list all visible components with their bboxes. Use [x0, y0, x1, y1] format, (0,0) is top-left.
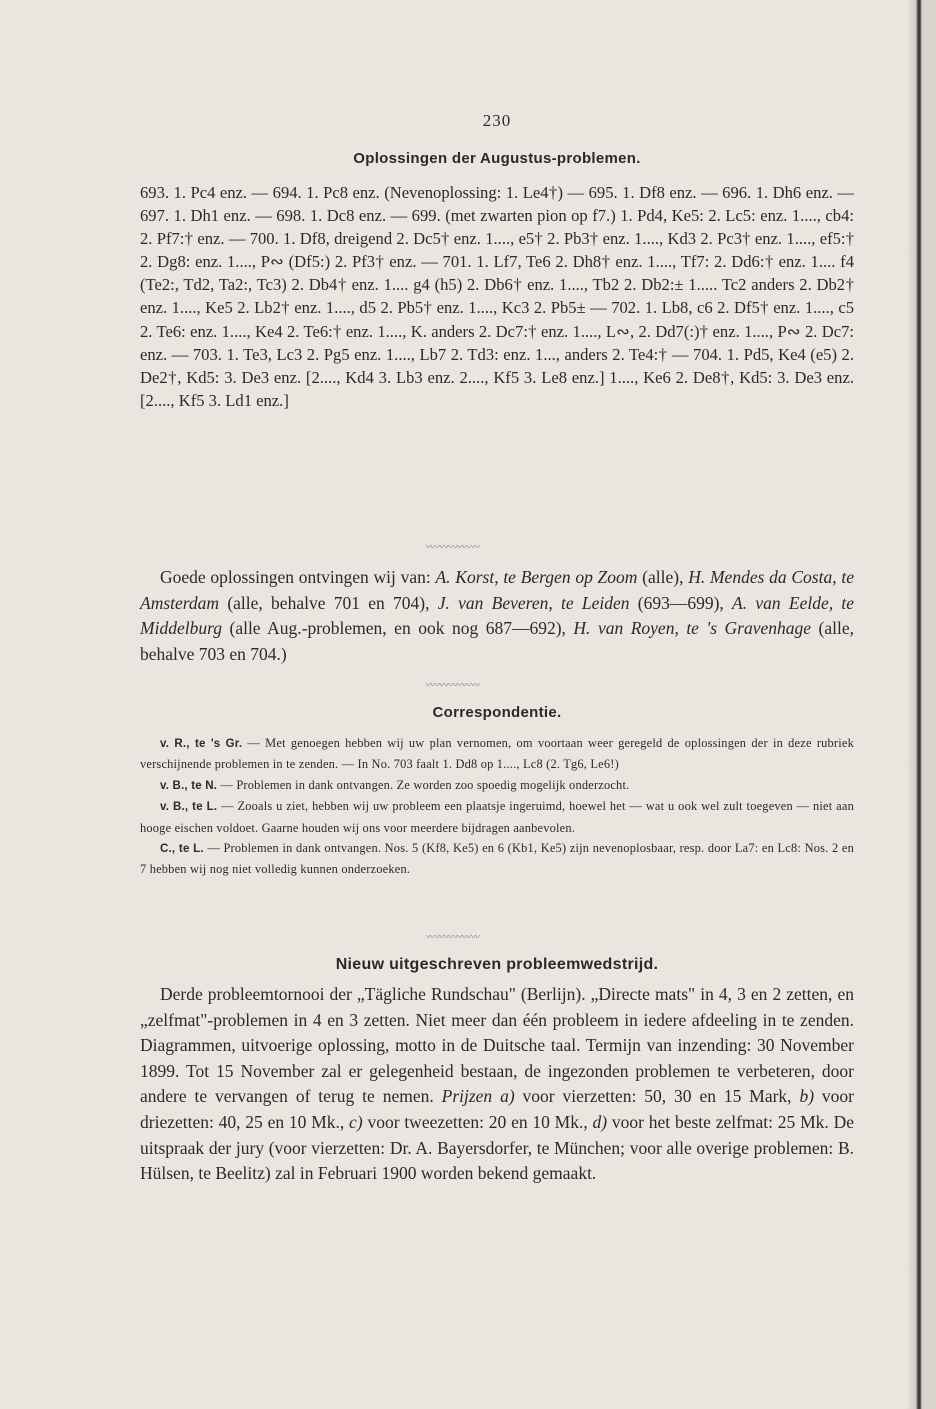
correspondence-entry	[140, 775, 854, 796]
page-number: 230	[482, 111, 512, 130]
solutions-text	[140, 181, 854, 412]
correct-solvers-paragraph	[140, 565, 854, 667]
solver-detail: (alle, behalve 701 en 704),	[219, 592, 438, 613]
correspondent: v. R., te 's Gr.	[160, 738, 243, 750]
ornament-separator: 〰〰〰〰〰〰	[425, 680, 480, 686]
prize-label: c)	[349, 1111, 363, 1132]
solutions-heading: Oplossingen der Augustus-problemen.	[353, 150, 641, 167]
correspondence-message: — Met genoegen hebben wij uw plan vernomen, om voortaan weer geregeld de oplossingen der in deze rubriek verschijnende problemen in te zenden. — In No. 703 faalt 1. Dd8 op 1...., Lc8 (2. Tg6, Le6!)	[140, 736, 855, 772]
correspondent: v. B., te N.	[160, 779, 218, 792]
book-spine-edge	[906, 0, 936, 1409]
prizes-label: Prijzen a)	[441, 1086, 515, 1107]
prize-detail: voor het beste zelfmat: 25 Mk. De uitspraak der jury (voor vierzetten: Dr. A. Bayersdorfer, te München; voor alle overige problemen: B. Hülsen, te Beelitz) zal in Februari 1900 worden bekend gemaakt.	[140, 1111, 854, 1184]
competition-paragraph	[140, 982, 854, 1187]
ornament-separator: 〰〰〰〰〰〰	[425, 542, 480, 548]
solver-name: H. Mendes da Costa, te Amsterdam	[140, 567, 854, 613]
solver-detail: (alle Aug.-problemen, en ook nog 687—692),	[221, 618, 574, 638]
prize-detail: voor driezetten: 40, 25 en 10 Mk.,	[140, 1086, 854, 1132]
competition-heading: Nieuw uitgeschreven probleemwedstrijd.	[335, 956, 659, 973]
correspondence-message: — Problemen in dank ontvangen. Nos. 5 (Kf8, Ke5) en 6 (Kb1, Ke5) zijn nevenoplosbaar, resp. door La7: en Lc8: Nos. 2 en 7 hebben wij nog niet volledig kunnen onderzoeken.	[140, 841, 854, 877]
competition-text	[140, 982, 854, 1187]
solver-name: J. van Beveren, te Leiden	[437, 592, 630, 613]
correspondence-message: — Zooals u ziet, hebben wij uw probleem een plaatsje ingeruimd, hoewel het — wat u ook wel zult toegeven — niet aan hooge eischen voldoet. Gaarne houden wij ons voor meerdere bijdragen aanbevolen.	[140, 799, 854, 835]
correspondence-entry	[140, 796, 854, 838]
solver-name: A. Korst, te Bergen op Zoom	[435, 567, 638, 587]
ornament-separator: 〰〰〰〰〰〰	[425, 932, 480, 938]
solver-detail: (alle),	[637, 567, 689, 587]
correspondence-heading: Correspondentie.	[432, 704, 562, 721]
correspondent: v. B., te L.	[160, 801, 218, 814]
correspondent: C., te L.	[160, 843, 204, 856]
prize-label: b)	[799, 1086, 815, 1107]
solver-name: A. van Eelde, te Middelburg	[140, 592, 854, 638]
correspondence-message: — Problemen in dank ontvangen. Ze worden zoo spoedig mogelijk onderzocht.	[217, 777, 630, 792]
prize-detail: voor tweezetten: 20 en 10 Mk.,	[362, 1111, 593, 1132]
solver-detail: (693—699),	[629, 592, 733, 613]
correspondence-entry	[140, 733, 854, 775]
solver-detail: (alle, behalve 703 en 704.)	[140, 618, 854, 664]
correct-solvers-text	[140, 565, 854, 667]
competition-intro: Derde probleemtornooi der „Tägliche Rundschau" (Berlijn). „Directe mats" in 4, 3 en 2 zetten, en „zelfmat"-problemen in 4 en 3 zetten. Niet meer dan één probleem in iedere afdeeling in te zenden. Diagrammen, uitvoerige oplossing, motto in de Duitsche taal. Termijn van inzending: 30 November 1899. Tot 15 November zal er gelegenheid bestaan, de ingezonden problemen te verbeteren, door andere te vervangen of terug te nemen.	[140, 984, 854, 1107]
prize-detail: voor vierzetten: 50, 30 en 15 Mark,	[514, 1086, 800, 1107]
prize-label: d)	[592, 1111, 608, 1132]
correspondence-entry	[140, 838, 854, 880]
solutions-paragraph: 693. 1. Pc4 enz. — 694. 1. Pc8 enz. (Nevenoplossing: 1. Le4†) — 695. 1. Df8 enz. — 696. 1. Dh6 enz. — 697. 1. Dh1 enz. — 698. 1. Dc8 enz. — 699. (met zwarten pion op f7.) 1. Pd4, Ke5: 2. Lc5: enz. 1...., cb4: 2. Pf7:† enz. — 700. 1. Df8, dreigend 2. Dc5† enz. 1...., e5† 2. Pb3† enz. 1...., Kd3 2. Pc3† enz. 1...., ef5:† 2. Dg8: enz. 1...., P∾ (Df5:) 2. Pf3† enz. — 701. 1. Lf7, Te6 2. Dh8† enz. 1...., Tf7: 2. Dd6:† enz. 1.... f4 (Te2:, Td2, Ta2:, Tc3) 2. Db4† enz. 1.... g4 (h5) 2. Db6† enz. 1...., Tb2 2. Db2:± 1..... Tc2 anders 2. Db2† enz. 1...., Ke5 2. Lb2† enz. 1...., d5 2. Pb5† enz. 1...., Kc3 2. Pb5± — 702. 1. Lb8, c6 2. Df5† enz. 1...., c5 2. Te6: enz. 1...., Ke4 2. Te6:† enz. 1...., K. anders 2. Dc7:† enz. 1...., L∾, 2. Dd7(:)† enz. 1...., P∾ 2. Dc7: enz. — 703. 1. Te3, Lc3 2. Pg5 enz. 1...., Lb7 2. Td3: enz. 1..., anders 2. Te4:† — 704. 1. Pd5, Ke4 (e5) 2. De2†, Kd5: 3. De3 enz. [2...., Kd4 3. Lb3 enz. 2...., Kf5 3. Le8 enz.] 1...., Ke6 2. De8†, Kd5: 3. De3 enz. [2...., Kf5 3. Ld1 enz.]	[140, 183, 854, 410]
solver-name: H. van Royen, te 's Gravenhage	[573, 618, 812, 638]
correspondence-text	[140, 733, 854, 880]
solvers-intro: Goede oplossingen ontvingen wij van:	[160, 567, 436, 587]
